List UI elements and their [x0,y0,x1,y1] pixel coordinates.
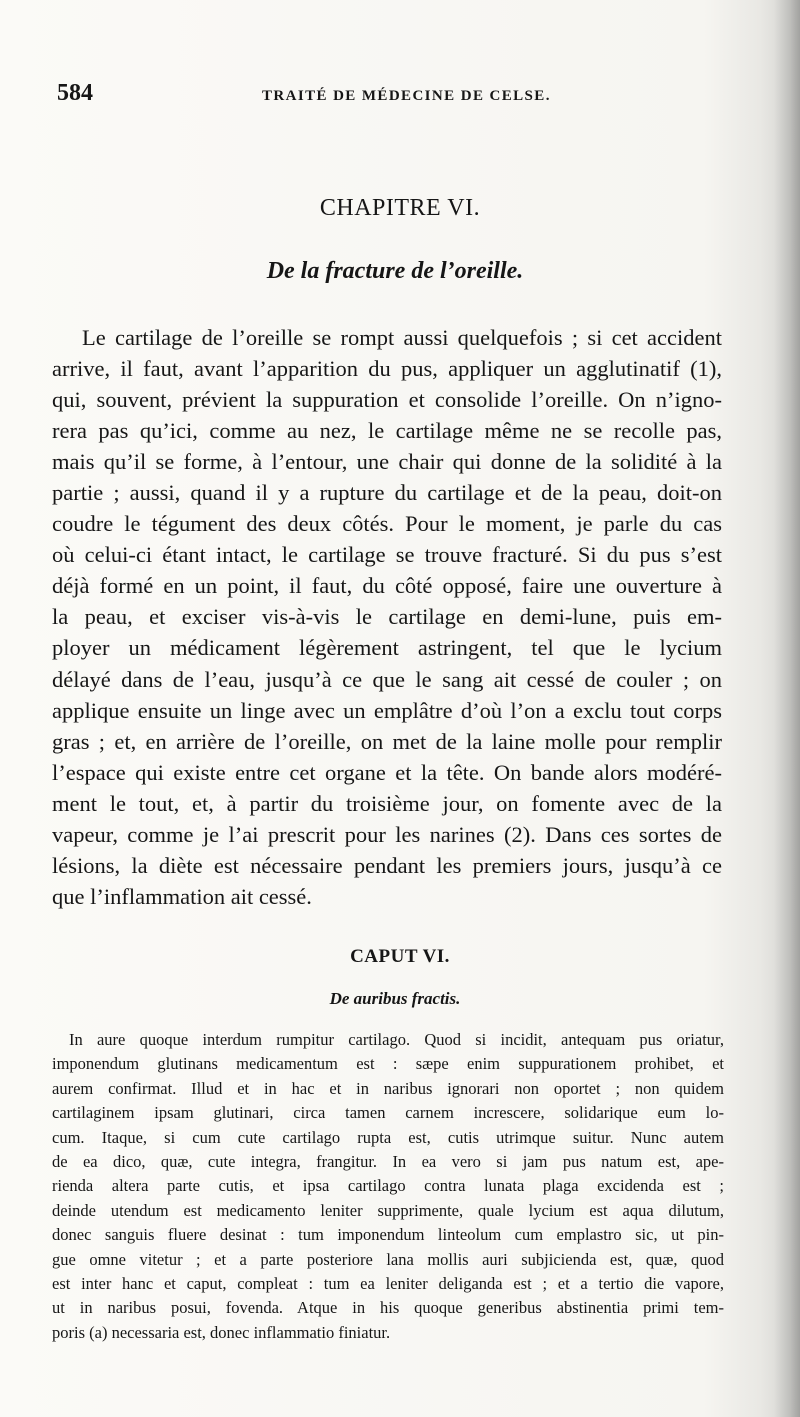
running-title: TRAITÉ DE MÉDECINE DE CELSE. [262,88,551,104]
latin-line: est inter hanc et caput, compleat : tum ea leniter deliganda est ; et a tertio die vapore, [52,1273,724,1293]
french-line: lésions, la diète est nécessaire pendant les premiers jours, jusqu’à ce [52,852,722,878]
french-line: applique ensuite un linge avec un emplâtre d’où l’on a exclu tout corps [52,697,722,723]
french-line: vapeur, comme je l’ai prescrit pour les narines (2). Dans ces sortes de [52,821,722,847]
latin-line: In aure quoque interdum rumpitur cartilago. Quod si incidit, antequam pus oriatur, [69,1030,724,1049]
french-chapter-title: CHAPITRE VI. [319,195,481,221]
latin-line: cartilaginem ipsam glutinari, circa tamen carnem increscere, solidarique eum lo- [52,1103,724,1123]
latin-line: deinde utendum est medicamento leniter supprimente, quale lycium est aqua dilutum, [52,1200,724,1220]
latin-text-block [52,1028,724,1345]
french-line: ment le tout, et, à partir du troisième jour, on fomente avec de la [52,790,722,816]
french-line: gras ; et, en arrière de l’oreille, on met de la laine molle pour remplir [52,728,722,754]
page-header [57,80,737,110]
latin-line: gue omne vitetur ; et a parte posteriore lana mollis auri subjicienda est, quæ, quod [52,1249,724,1269]
latin-line: donec sanguis fluere desinat : tum imponendum linteolum cum emplastro sic, ut pin- [52,1225,724,1245]
french-line: arrive, il faut, avant l’apparition du pus, appliquer un agglutinatif (1), [52,356,722,382]
french-line: l’espace qui existe entre cet organe et la tête. On bande alors modéré- [52,759,722,785]
latin-chapter-subtitle: De auribus fractis. [329,989,461,1008]
latin-line: ut in naribus posui, fovenda. Atque in his quoque generibus abstinentia primi tem- [52,1298,724,1318]
french-line: ployer un médicament légèrement astringent, tel que le lycium [52,635,722,661]
latin-line: cum. Itaque, si cum cute cartilago rupta est, cutis utrimque suitur. Nunc autem [52,1127,724,1147]
page-number: 584 [57,80,93,106]
latin-chapter-title: CAPUT VI. [350,946,450,967]
latin-line: rienda altera parte cutis, et ipsa cartilago contra lunata plaga excidenda est ; [52,1176,724,1196]
latin-line: aurem confirmat. Illud et in hac et in naribus ignorari non oportet ; non quidem [52,1078,724,1098]
french-chapter-subtitle: De la fracture de l’oreille. [266,258,524,284]
french-line: rera pas qu’ici, comme au nez, le cartilage même ne se recolle pas, [52,418,722,444]
french-line: où celui-ci étant intact, le cartilage se trouve fracturé. Si du pus s’est [52,542,722,568]
french-text-block [52,322,722,912]
french-line: que l’inflammation ait cessé. [52,883,312,909]
french-line: qui, souvent, prévient la suppuration et consolide l’oreille. On n’igno- [52,387,722,413]
latin-line: poris (a) necessaria est, donec inflammatio finiatur. [52,1322,391,1342]
latin-line: imponendum glutinans medicamentum est : sæpe enim suppurationem prohibet, et [52,1054,724,1074]
french-line: partie ; aussi, quand il y a rupture du cartilage et de la peau, doit-on [52,480,722,506]
french-line: Le cartilage de l’oreille se rompt aussi quelquefois ; si cet accident [82,325,722,350]
french-line: délayé dans de l’eau, jusqu’à ce que le sang ait cessé de couler ; on [52,666,722,692]
french-line: mais qu’il se forme, à l’entour, une chair qui donne de la solidité à la [52,449,722,475]
french-line: la peau, et exciser vis-à-vis le cartilage en demi-lune, puis em- [52,604,722,630]
french-line: coudre le tégument des deux côtés. Pour le moment, je parle du cas [52,511,722,537]
latin-line: de ea dico, quæ, cute integra, frangitur. In ea vero si jam pus natum est, ape- [52,1151,724,1171]
french-line: déjà formé en un point, il faut, du côté opposé, faire une ouverture à [52,573,722,599]
